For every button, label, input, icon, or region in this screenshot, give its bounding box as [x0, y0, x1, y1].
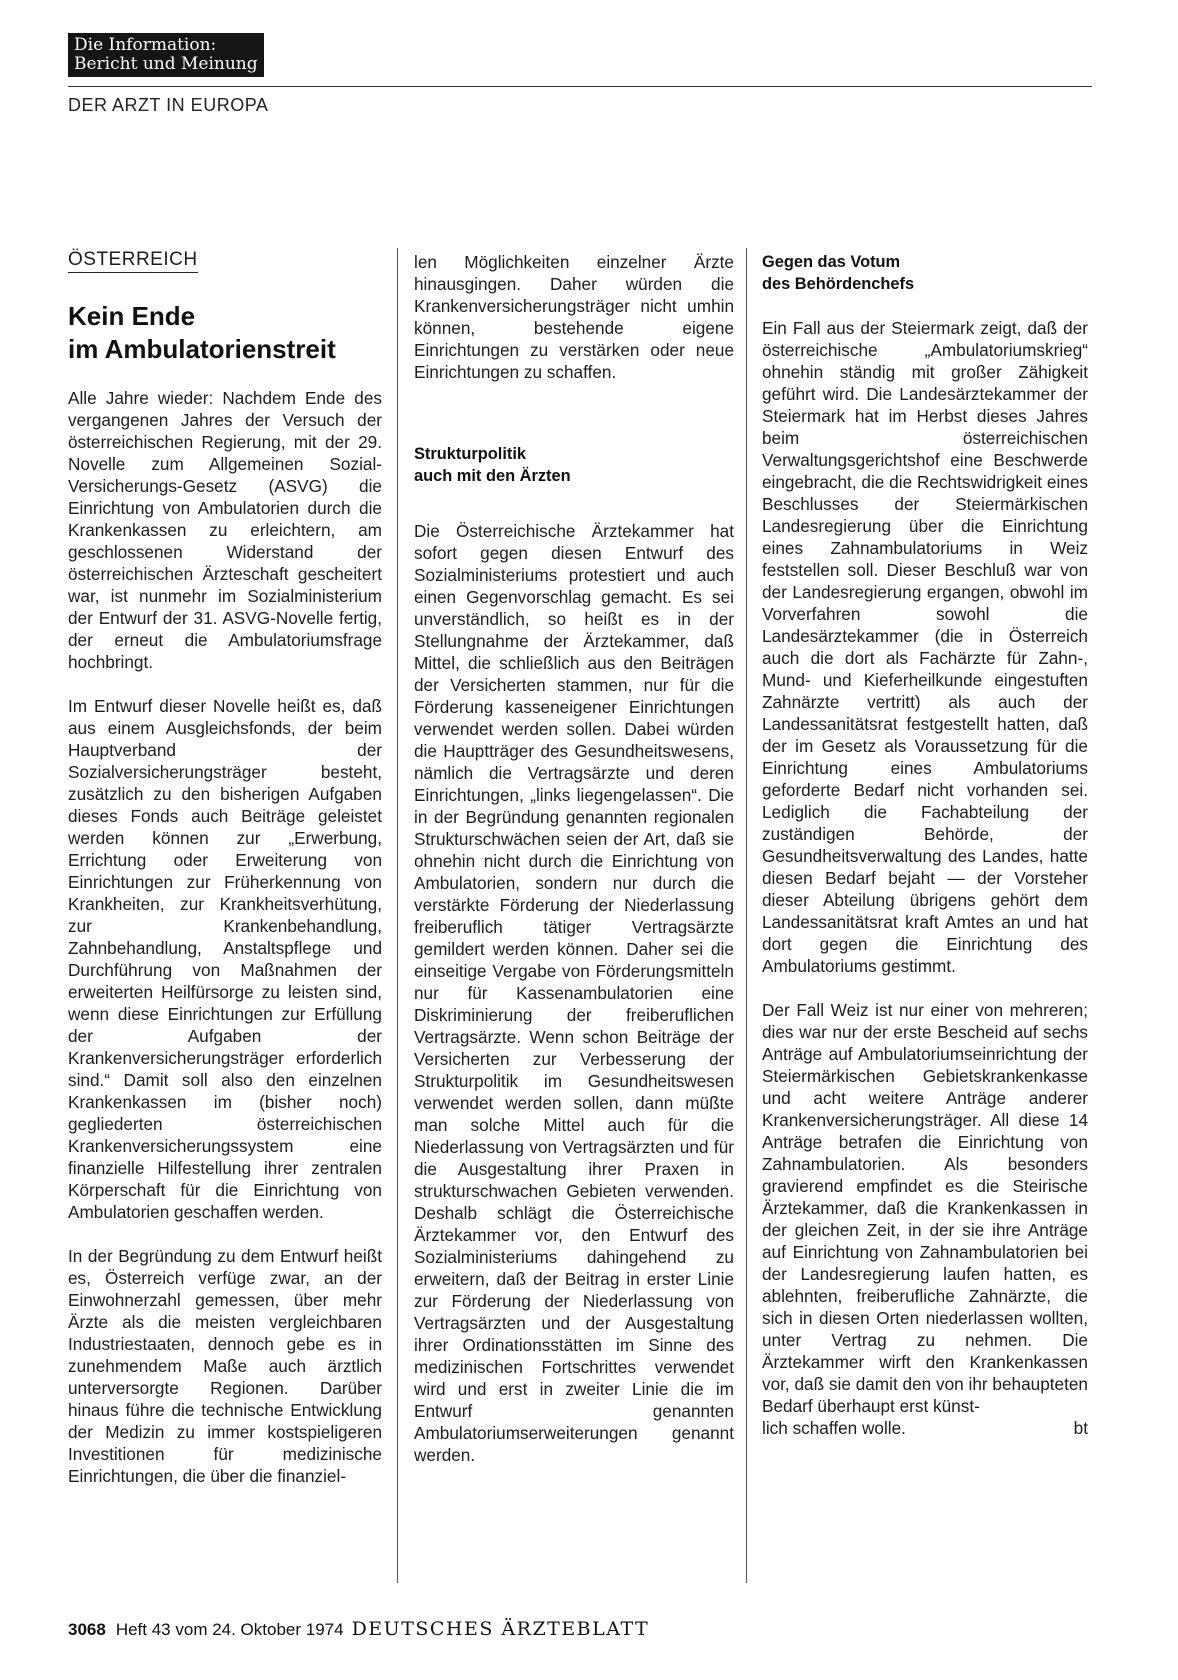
article-headline	[68, 300, 382, 366]
subheading-line1: Strukturpolitik	[414, 445, 527, 463]
paragraph: Alle Jahre wieder: Nachdem Ende des vergangenen Jahres der Versuch der österreichischen Regierung, mit der 29. Novelle zum Allgemeinen Sozial-Versicherungs-Gesetz (ASVG) die Einrichtung von Ambulatorien durch die Krankenkassen zu erleichtern, am geschlossenen Widerstand der österreichischen Ärzteschaft gescheitert war, ist nunmehr im Sozialministerium der Entwurf der 31. ASVG-Novelle fertig, der erneut die Ambulatoriumsfrage hochbringt.	[68, 388, 382, 672]
headline-line1: Kein Ende	[68, 301, 196, 331]
paragraph: len Möglichkeiten einzelner Ärzte hinausgingen. Daher würden die Krankenversicherungsträger nicht umhin können, bestehende eigene Einrichtungen zu verstärken oder neue Einrichtungen zu schaffen.	[414, 252, 734, 382]
section-title: DER ARZT IN EUROPA	[68, 95, 269, 115]
paragraph: Im Entwurf dieser Novelle heißt es, daß aus einem Ausgleichsfonds, der beim Hauptverband der Sozialversicherungsträger besteht, zusätzlich zu den bisherigen Aufgaben dieses Fonds auch Beiträge geleistet werden können zur „Erwerbung, Errichtung oder Erweiterung von Einrichtungen zur Früherkennung von Krankheiten, zur Krankheitsverhütung, zur Krankenbehandlung, Zahnbehandlung, Anstaltspflege und Durchführung von Maßnahmen der erweiterten Heilfürsorge zu leisten sind, wenn diese Einrichtungen zur Erfüllung der Aufgaben der Krankenversicherungsträger erforderlich sind.“ Damit soll also den einzelnen Krankenkassen im (bisher noch) gegliederten österreichischen Krankenversicherungssystem eine finanzielle Hilfestellung ihrer zentralen Körperschaft für die Einrichtung von Ambulatorien geschaffen werden.	[68, 696, 382, 1222]
article-column-3	[762, 251, 1088, 1439]
subheading	[762, 251, 1088, 295]
paragraph: Die Österreichische Ärztekammer hat sofort gegen diesen Entwurf des Sozialministeriums protestiert und auch einen Gegenvorschlag gemacht. Es sei unverständlich, so heißt es in der Stellungnahme der Ärztekammer, daß Mittel, die schließlich aus den Beiträgen der Versicherten stammen, nur für die Förderung kasseneigener Einrichtungen verwendet werden sollen. Dabei würden die Hauptträger des Gesundheitswesens, nämlich die Vertragsärzte und deren Einrichtungen, „links liegengelassen“. Die in der Begründung genannten regionalen Strukturschwächen seien der Art, daß sie ohnehin nicht durch die Einrichtung von Ambulatorien, sondern nur durch die verstärkte Förderung der Niederlassung freiberuflich tätiger Vertragsärzte gemildert werden können. Daher sei die einseitige Vergabe von Förderungsmitteln nur für Kassenambulatorien eine Diskriminierung der freiberuflichen Vertragsärzte. Wenn schon Beiträge der Versicherten zur Verbesserung der Strukturpolitik im Gesundheitswesen verwendet werden sollen, dann müßte man solche Mittel auch für die Niederlassung von Vertragsärzten und für die Ausgestaltung ihrer Praxen in strukturschwachen Gebieten verwenden. Deshalb schlägt die Österreichische Ärztekammer vor, den Entwurf des Sozialministeriums dahingehend zu erweitern, daß der Beitrag in erster Linie zur Förderung der Niederlassung von Vertragsärzten und der Ausgestaltung ihrer Ordinationsstätten im Sinne des medizinischen Fortschrittes verwendet wird und erst in zweiter Linie die im Entwurf genannten Ambulatoriumserweiterungen genannt werden.	[414, 521, 734, 1465]
headline-line2: im Ambulatorienstreit	[68, 334, 336, 364]
article-column-1	[68, 248, 382, 1487]
paragraph: Der Fall Weiz ist nur einer von mehreren; dies war nur der erste Bescheid auf sechs Anträge auf Ambulatoriumseinrichtung der Steiermärkischen Gebietskrankenkasse und acht weitere Anträge anderer Krankenversicherungsträger. All diese 14 Anträge betrafen die Einrichtung von Zahnambulatorien. Als besonders gravierend empfindet es die Steirische Ärztekammer, daß die Krankenkassen in der gleichen Zeit, in der sie ihre Anträge auf Einrichtung von Zahnambulatorien bei der Landesregierung laufen hatten, es ablehnten, freiberufliche Zahnärzte, die sich in diesen Orten niederlassen wollten, unter Vertrag zu nehmen. Die Ärztekammer wirft den Krankenkassen vor, daß sie damit den von ihr behaupteten Bedarf überhaupt erst künst-	[762, 1000, 1088, 1416]
author-signature: bt	[1073, 1418, 1088, 1438]
subheading	[414, 443, 734, 487]
column-divider-1	[397, 248, 398, 1583]
column-divider-2	[746, 248, 747, 1583]
header-rule	[68, 86, 1092, 87]
closing-text: lich schaffen wolle.	[762, 1418, 906, 1438]
subheading-line2: des Behördenchefs	[762, 275, 915, 293]
page-number: 3068	[68, 1620, 106, 1639]
paragraph: Ein Fall aus der Steiermark zeigt, daß der österreichische „Ambulatoriumskrieg“ ohnehin ständig mit großer Zähigkeit geführt wird. Die Landesärztekammer der Steiermark hat im Herbst dieses Jahres beim österreichischen Verwaltungsgerichtshof eine Beschwerde eingebracht, die die Rechtswidrigkeit eines Beschlusses der Steiermärkischen Landesregierung über die Einrichtung eines Zahnambulatoriums in Weiz feststellen soll. Dieser Beschluß war von der Landesregierung ergangen, obwohl im Vorverfahren sowohl die Landesärztekammer (die in Österreich auch die dort als Fachärzte für Zahn-, Mund- und Kieferheilkunde eingestuften Zahnärzte vertritt) als auch der Landessanitätsrat festgestellt hatten, daß der im Gesetz als Voraussetzung für die Einrichtung eines Ambulatoriums geforderte Bedarf nicht vorhanden sei. Lediglich die Fachabteilung der zuständigen Behörde, der Gesundheitsverwaltung des Landes, hatte diesen Bedarf bejaht — der Vorsteher dieser Abteilung übrigens gehört dem Landessanitätsrat kraft Amtes an und hat dort gegen die Einrichtung des Ambulatoriums gestimmt.	[762, 318, 1088, 976]
journal-name: DEUTSCHES ÄRZTEBLATT	[351, 1618, 650, 1640]
subheading-line1: Gegen das Votum	[762, 253, 901, 271]
country-label: ÖSTERREICH	[68, 249, 198, 273]
issue-info: Heft 43 vom 24. Oktober 1974	[115, 1620, 344, 1639]
closing-line	[762, 1417, 1088, 1439]
paragraph: In der Begründung zu dem Entwurf heißt es, Österreich verfüge zwar, an der Einwohnerzahl gemessen, über mehr Ärzte als die meisten vergleichbaren Industriestaaten, dennoch gebe es in zunehmendem Maße auch ärztlich unterversorgte Regionen. Darüber hinaus führe die technische Entwicklung der Medizin zu immer kostspieligeren Investitionen für medizinische Einrichtungen, die über die finanziel-	[68, 1246, 382, 1486]
article-column-2	[414, 251, 734, 1466]
page-footer	[68, 1618, 649, 1640]
subheading-line2: auch mit den Ärzten	[414, 467, 571, 485]
rubric-badge-line2: Bericht und Meinung	[74, 54, 258, 74]
rubric-badge-line1: Die Information:	[74, 35, 217, 55]
rubric-badge	[68, 33, 264, 77]
